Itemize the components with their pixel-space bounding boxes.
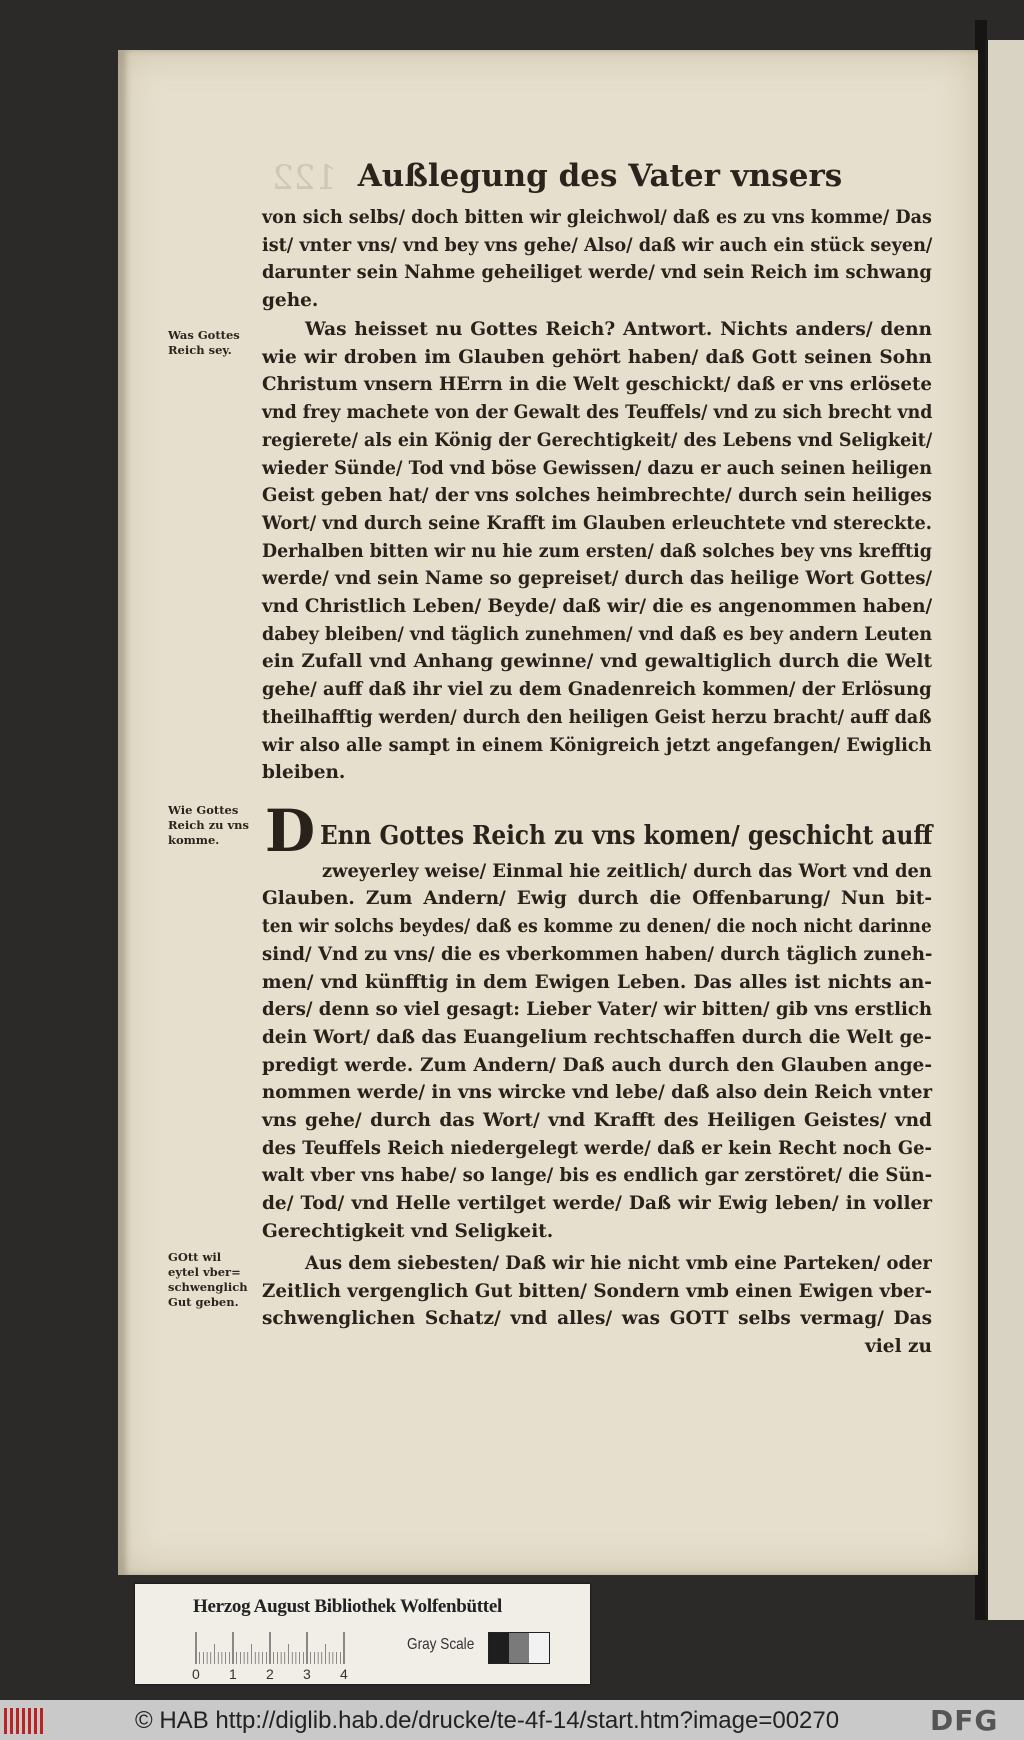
- text-line: Enn Gottes Reich zu vns komen/ geschicht auff: [320, 821, 933, 851]
- text-line: vnd Christlich Leben/ Beyde/ daß wir/ die es angenommen haben/: [262, 596, 933, 617]
- text-line: nommen werde/ in vns wircke vnd lebe/ daß also dein Reich vnter: [262, 1082, 933, 1104]
- text-line: ten wir solchs beydes/ daß es komme zu denen/ die noch nicht darinne: [262, 916, 932, 938]
- text-line: theilhafftig werden/ durch den heiligen Geist herzu bracht/ auff daß: [262, 706, 932, 728]
- ruler-label: 3: [303, 1666, 311, 1682]
- running-header: Außlegung des Vater vnsers: [357, 158, 843, 194]
- text-line: Derhalben bitten wir nu hie zum ersten/ daß solches bey vns krefftig: [262, 540, 932, 562]
- text-line: von sich selbs/ doch bitten wir gleichwol/ daß es zu vns komme/ Das: [262, 207, 932, 228]
- ruler-label: 1: [229, 1666, 237, 1682]
- ruler-label: 4: [340, 1666, 348, 1682]
- text-line: Aus dem siebesten/ Daß wir hie nicht vmb eine Parteken/ oder: [305, 1253, 932, 1274]
- text-line: men/ vnd künfftig in dem Ewigen Leben. Das alles ist nichts an-: [262, 971, 932, 993]
- margin-note-line: Wie Gottes: [168, 803, 239, 817]
- margin-note: [168, 328, 260, 358]
- ruler-label: 2: [266, 1666, 274, 1682]
- text-line: gehe.: [262, 290, 319, 312]
- decorated-initial: D: [264, 797, 316, 865]
- facing-page-edge: [985, 40, 1024, 1620]
- text-line: viel zu: [865, 1336, 932, 1358]
- hab-logo-icon: [4, 1708, 46, 1734]
- margin-note: [168, 803, 260, 848]
- text-line: dabey bleiben/ vnd täglich zunehmen/ vnd daß es bey andern Leuten: [262, 623, 933, 645]
- gray-swatch: [509, 1633, 529, 1663]
- text-line: de/ Tod/ vnd Helle vertilget werde/ Daß wir Ewig leben/ in voller: [262, 1193, 932, 1215]
- text-line: Glauben. Zum Andern/ Ewig durch die Offenbarung/ Nun bit-: [262, 888, 932, 910]
- margin-note-line: komme.: [168, 833, 220, 847]
- page-number: 122: [272, 158, 337, 198]
- gray-swatch: [529, 1633, 549, 1663]
- text-line: vnd frey machete von der Gewalt des Teuffels/ vnd zu sich brecht vnd: [262, 402, 933, 424]
- gray-scale-swatches: [488, 1632, 550, 1664]
- text-line: walt vber vns habe/ so lange/ bis es endlich gar zerstöret/ die Sün-: [262, 1165, 933, 1187]
- footer-bar: [0, 1700, 1024, 1740]
- color-reference-card: [135, 1584, 590, 1684]
- gray-swatch: [489, 1633, 509, 1663]
- text-line: des Teuffels Reich niedergelegt werde/ daß er kein Recht noch Ge-: [262, 1137, 932, 1159]
- text-line: werde/ vnd sein Name so gepreiset/ durch das heilige Wort Gottes/: [262, 568, 933, 590]
- text-line: regierete/ als ein König der Gerechtigkeit/ des Lebens vnd Seligkeit/: [262, 429, 933, 451]
- text-line: ein Zufall vnd Anhang gewinne/ vnd gewaltiglich durch die Welt: [262, 651, 932, 673]
- margin-note-line: Reich zu vns: [168, 818, 250, 832]
- margin-note-line: Was Gottes: [168, 328, 240, 342]
- margin-note-line: schwenglich: [168, 1280, 248, 1294]
- text-line: darunter sein Nahme geheiliget werde/ vnd sein Reich im schwang: [262, 262, 932, 284]
- text-line: wie wir droben im Glauben gehört haben/ daß Gott seinen Sohn: [262, 346, 932, 368]
- text-line: sind/ Vnd zu vns/ die es vberkommen haben/ durch täglich zuneh-: [262, 943, 933, 965]
- text-line: Zeitlich vergenglich Gut bitten/ Sondern vmb einen Ewigen vber-: [262, 1280, 932, 1302]
- text-line: Wort/ vnd durch seine Krafft im Glauben erleuchtete vnd stereckte.: [262, 512, 932, 534]
- text-line: zweyerley weise/ Einmal hie zeitlich/ durch das Wort vnd den: [322, 860, 932, 882]
- text-line: predigt werde. Zum Andern/ Daß auch durch den Glauben ange-: [262, 1054, 932, 1076]
- text-line: Christum vnsern HErrn in die Welt geschickt/ daß er vns erlösete: [262, 374, 933, 396]
- margin-note-line: GOtt wil: [168, 1250, 222, 1264]
- text-line: Was heisset nu Gottes Reich? Antwort. Nichts anders/ denn: [305, 319, 932, 340]
- library-name: Herzog August Bibliothek Wolfenbüttel: [193, 1596, 502, 1617]
- margin-note-line: eytel vber=: [168, 1265, 241, 1279]
- margin-note: [168, 1250, 260, 1310]
- text-line: Geist geben hat/ der vns solches heimbrechte/ durch sein heiliges: [262, 485, 932, 507]
- text-line: bleiben.: [262, 762, 346, 784]
- text-line: vns gehe/ durch das Wort/ vnd Krafft des Heiligen Geistes/ vnd: [262, 1110, 932, 1131]
- ruler-scale: [195, 1632, 345, 1664]
- text-line: schwenglichen Schatz/ vnd alles/ was GOTT selbs vermag/ Das: [262, 1308, 932, 1330]
- text-line: Gerechtigkeit vnd Seligkeit.: [262, 1220, 554, 1242]
- text-line: wir also alle sampt in einem Königreich jetzt angefangen/ Ewiglich: [262, 734, 932, 756]
- text-line: dein Wort/ daß das Euangelium rechtschaffen durch die Welt ge-: [262, 1026, 932, 1048]
- dfg-logo: DFG: [930, 1704, 999, 1737]
- text-line: ders/ denn so viel gesagt: Lieber Vater/ wir bitten/ gib vns erstlich: [262, 999, 933, 1021]
- gray-scale-label: Gray Scale: [407, 1636, 475, 1653]
- text-line: gehe/ auff daß ihr viel zu dem Gnadenreich kommen/ der Erlösung: [262, 679, 932, 701]
- margin-note-line: Reich sey.: [168, 343, 232, 357]
- margin-note-line: Gut geben.: [168, 1295, 239, 1309]
- copyright-url[interactable]: © HAB http://diglib.hab.de/drucke/te-4f-14/start.htm?image=00270: [135, 1707, 840, 1734]
- text-line: ist/ vnter vns/ vnd bey vns gehe/ Also/ daß wir auch ein stück seyen/: [262, 234, 933, 256]
- text-line: wieder Sünde/ Tod vnd böse Gewissen/ dazu er auch seinen heiligen: [262, 457, 933, 479]
- ruler-label: 0: [192, 1666, 200, 1682]
